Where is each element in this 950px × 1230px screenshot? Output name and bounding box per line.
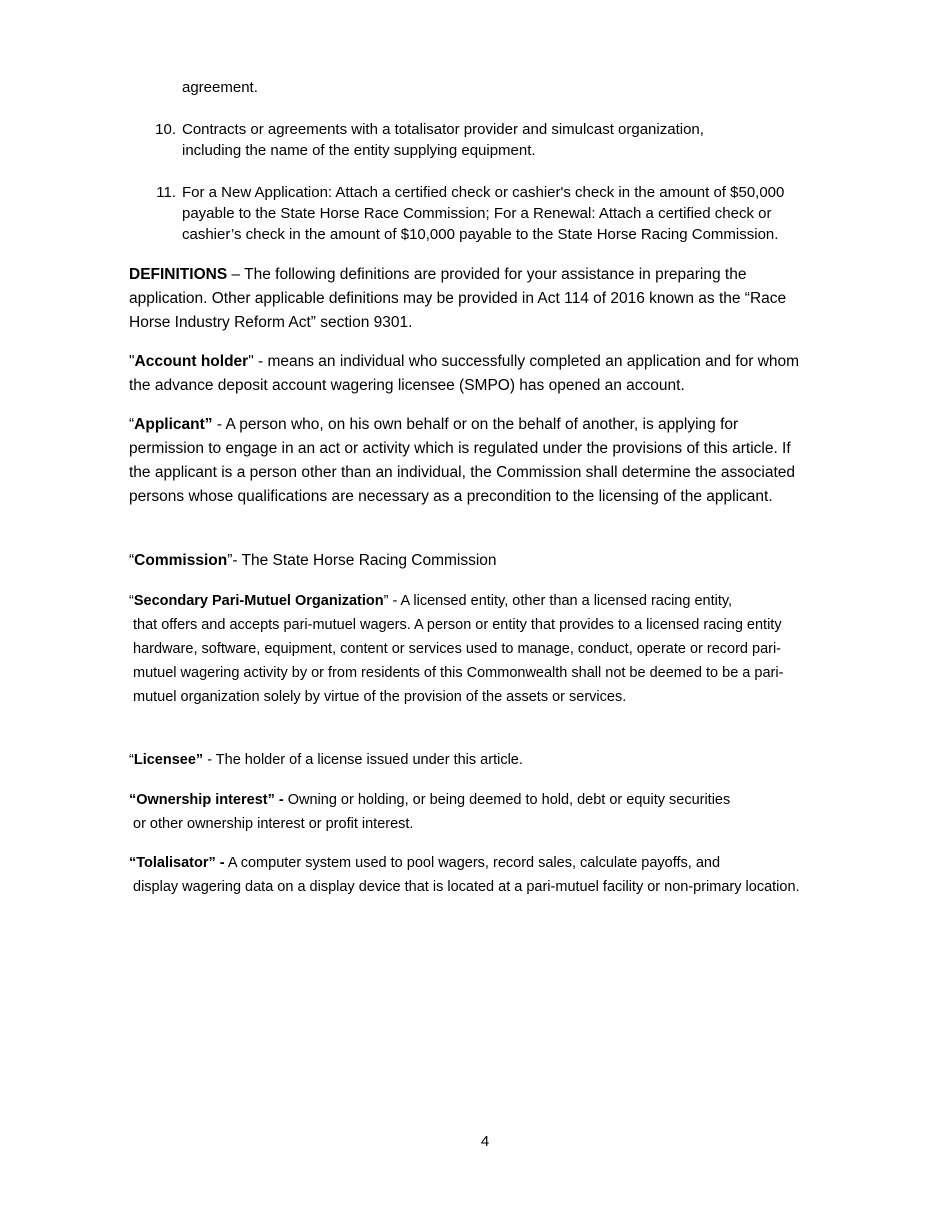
definition-applicant	[129, 413, 809, 509]
continuation-text: agreement.	[182, 79, 258, 96]
definition-text: ” - A licensed entity, other than a licensed racing entity,	[383, 593, 733, 609]
definition-text: " - means an individual who successfully completed an application and for whom the advance deposit account wagering licensee (SMPO) has opened an account.	[129, 353, 800, 394]
page-number: 4	[480, 1133, 490, 1150]
list-item-11	[128, 182, 828, 245]
definition-licensee	[129, 748, 809, 772]
list-item-10	[128, 119, 828, 161]
open-quote: "	[129, 353, 135, 370]
term-commission: Commission	[134, 552, 228, 569]
list-item-line: Contracts or agreements with a totalisator provider and simulcast organization,	[182, 121, 704, 138]
list-item-line: For a New Application: Attach a certified check or cashier's check in the amount of $50,000	[182, 184, 785, 201]
definition-totalisator	[129, 851, 809, 899]
definition-text: - A person who, on his own behalf or on the behalf of another, is applying for permission to engage in an act or activity which is regulated under the provisions of this article. If the applicant is a person other than an individual, the Commission shall determine the associated persons whose qualifications are necessary as a precondition to the licensing of the applicant.	[129, 416, 796, 505]
open-quote: “	[129, 752, 134, 768]
definition-text-continued: that offers and accepts pari-mutuel wagers. A person or entity that provides to a licensed racing entity hardware, software, equipment, content or services used to manage, conduct, operate or record pari-mutuel wagering activity by or from residents of this Commonwealth shall not be deemed to be a pari-mutuel organization solely by virtue of the provision of the assets or services.	[133, 617, 784, 705]
definition-text: - The holder of a license issued under this article.	[203, 752, 523, 768]
list-item-number: 11.	[156, 184, 176, 201]
list-item-line: payable to the State Horse Race Commission; For a Renewal: Attach a certified check or	[182, 205, 772, 222]
list-item-number: 10.	[155, 121, 176, 138]
term-licensee: Licensee”	[133, 752, 204, 768]
term-applicant: Applicant”	[134, 416, 213, 433]
definitions-heading: DEFINITIONS	[129, 266, 228, 283]
definition-text-continued: or other ownership interest or profit interest.	[133, 816, 414, 832]
term-totalisator: “Tolalisator” -	[129, 855, 225, 871]
definition-text: Owning or holding, or being deemed to hold, debt or equity securities	[283, 792, 731, 808]
open-quote: “	[129, 552, 135, 569]
definition-text: A computer system used to pool wagers, record sales, calculate payoffs, and	[224, 855, 721, 871]
definition-text-continued: display wagering data on a display device that is located at a pari-mutuel facility or non-primary location.	[133, 879, 800, 895]
definition-secondary-pari-mutuel-organization	[129, 589, 809, 709]
term-ownership-interest: “Ownership interest” -	[129, 792, 284, 808]
term-account-holder: Account holder	[134, 353, 249, 370]
definition-ownership-interest	[129, 788, 809, 836]
term-secondary-pari-mutuel-organization: Secondary Pari-Mutuel Organization	[133, 593, 384, 609]
definitions-intro-text: – The following definitions are provided for your assistance in preparing the application. Other applicable definitions may be provided in Act 114 of 2016 known as the “Race Horse Industry Reform Act” section 9301.	[129, 266, 787, 331]
definition-commission	[129, 549, 809, 573]
open-quote: “	[129, 416, 135, 433]
list-item-line: cashier’s check in the amount of $10,000 payable to the State Horse Racing Commission.	[182, 226, 779, 243]
list-item-line: including the name of the entity supplying equipment.	[182, 142, 536, 159]
open-quote: “	[129, 593, 134, 609]
definitions-intro	[129, 263, 809, 335]
definition-text: ”- The State Horse Racing Commission	[227, 552, 497, 569]
definition-account-holder	[129, 350, 809, 398]
